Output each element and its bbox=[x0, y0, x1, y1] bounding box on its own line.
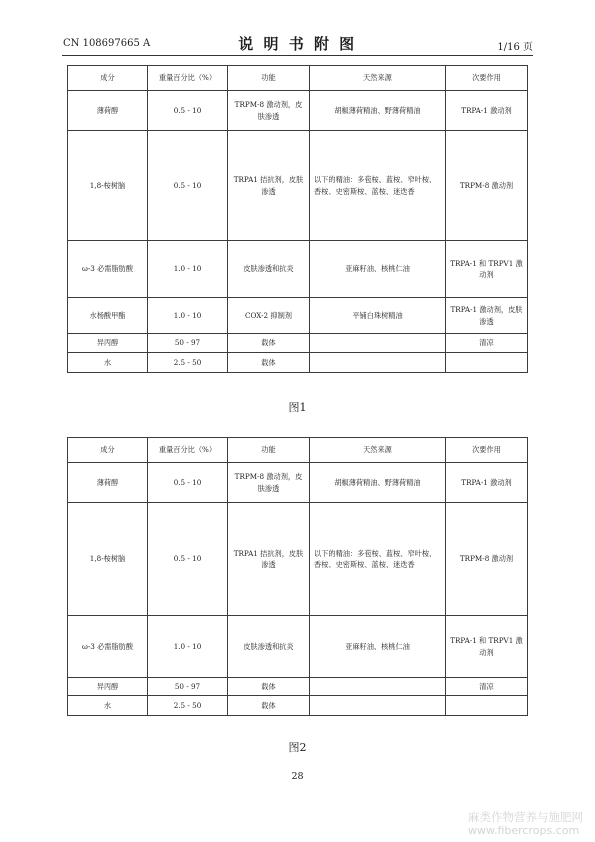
natural-source-cell: 胡椒薄荷精油、野薄荷精油 bbox=[310, 463, 446, 503]
weight-percent-cell: 2.5 - 50 bbox=[148, 353, 228, 373]
function-cell: 载体 bbox=[228, 353, 310, 373]
column-header-function: 功能 bbox=[228, 438, 310, 463]
function-cell: COX-2 抑制剂 bbox=[228, 298, 310, 334]
secondary-effect-cell: TRPM-8 激动剂 bbox=[446, 503, 528, 616]
function-cell: 载体 bbox=[228, 334, 310, 353]
column-header-natural-source: 天然来源 bbox=[310, 438, 446, 463]
secondary-effect-cell: TRPA-1 激动剂 bbox=[446, 91, 528, 131]
function-cell: 载体 bbox=[228, 696, 310, 716]
page-title: 说 明 书 附 图 bbox=[238, 35, 357, 53]
weight-percent-cell: 2.5 - 50 bbox=[148, 696, 228, 716]
function-cell: TRPM-8 激动剂，皮肤渗透 bbox=[228, 91, 310, 131]
figure-1-caption: 图1 bbox=[288, 401, 307, 414]
secondary-effect-cell: 清凉 bbox=[446, 334, 528, 353]
page-count: 1/16 页 bbox=[497, 42, 533, 53]
function-cell: 皮肤渗透和抗炎 bbox=[228, 616, 310, 678]
secondary-effect-cell bbox=[446, 696, 528, 716]
figure-1-table bbox=[67, 65, 528, 373]
weight-percent-cell: 0.5 - 10 bbox=[148, 463, 228, 503]
ingredient-cell: ω-3 必需脂肪酸 bbox=[68, 241, 148, 298]
function-cell: TRPA1 拮抗剂，皮肤渗透 bbox=[228, 131, 310, 241]
figure-2-table bbox=[67, 437, 528, 716]
natural-source-cell: 亚麻籽油、核桃仁油 bbox=[310, 241, 446, 298]
natural-source-cell: 亚麻籽油、核桃仁油 bbox=[310, 616, 446, 678]
watermark-site-name: 麻类作物营养与施肥网 bbox=[468, 810, 583, 824]
secondary-effect-cell: TRPA-1 和 TRPV1 激动剂 bbox=[446, 241, 528, 298]
weight-percent-cell: 50 - 97 bbox=[148, 334, 228, 353]
weight-percent-cell: 1.0 - 10 bbox=[148, 298, 228, 334]
column-header-secondary-effect: 次要作用 bbox=[446, 438, 528, 463]
function-cell: TRPM-8 激动剂，皮肤渗透 bbox=[228, 463, 310, 503]
weight-percent-cell: 0.5 - 10 bbox=[148, 503, 228, 616]
weight-percent-cell: 1.0 - 10 bbox=[148, 241, 228, 298]
ingredient-cell: 异丙醇 bbox=[68, 334, 148, 353]
natural-source-cell bbox=[310, 353, 446, 373]
page-number: 28 bbox=[291, 771, 304, 782]
ingredient-cell: 水 bbox=[68, 696, 148, 716]
function-cell: TRPA1 拮抗剂，皮肤渗透 bbox=[228, 503, 310, 616]
secondary-effect-cell: 清凉 bbox=[446, 678, 528, 696]
ingredient-cell: 薄荷醇 bbox=[68, 463, 148, 503]
secondary-effect-cell bbox=[446, 353, 528, 373]
secondary-effect-cell: TRPA-1 激动剂 bbox=[446, 463, 528, 503]
column-header-weight-percent: 重量百分比（%） bbox=[148, 66, 228, 91]
column-header-natural-source: 天然来源 bbox=[310, 66, 446, 91]
weight-percent-cell: 0.5 - 10 bbox=[148, 131, 228, 241]
header-divider bbox=[62, 55, 533, 56]
ingredient-cell: 薄荷醇 bbox=[68, 91, 148, 131]
column-header-secondary-effect: 次要作用 bbox=[446, 66, 528, 91]
weight-percent-cell: 50 - 97 bbox=[148, 678, 228, 696]
weight-percent-cell: 0.5 - 10 bbox=[148, 91, 228, 131]
natural-source-cell bbox=[310, 334, 446, 353]
ingredient-cell: ω-3 必需脂肪酸 bbox=[68, 616, 148, 678]
column-header-function: 功能 bbox=[228, 66, 310, 91]
ingredient-cell: 1,8-桉树脑 bbox=[68, 131, 148, 241]
column-header-ingredient: 成分 bbox=[68, 66, 148, 91]
function-cell: 皮肤渗透和抗炎 bbox=[228, 241, 310, 298]
secondary-effect-cell: TRPM-8 激动剂 bbox=[446, 131, 528, 241]
natural-source-cell: 以下的精油：多苞桉、蓝桉、窄叶桉、香桉、史密斯桉、蓝桉、迷迭香 bbox=[310, 503, 446, 616]
natural-source-cell: 以下的精油：多苞桉、蓝桉、窄叶桉、香桉、史密斯桉、蓝桉、迷迭香 bbox=[310, 131, 446, 241]
figure-2-caption: 图2 bbox=[288, 741, 307, 754]
natural-source-cell: 胡椒薄荷精油、野薄荷精油 bbox=[310, 91, 446, 131]
column-header-ingredient: 成分 bbox=[68, 438, 148, 463]
function-cell: 载体 bbox=[228, 678, 310, 696]
natural-source-cell: 平铺白珠树精油 bbox=[310, 298, 446, 334]
watermark-url: www.fibercrops.com bbox=[468, 824, 580, 837]
natural-source-cell bbox=[310, 678, 446, 696]
patent-number: CN 108697665 A bbox=[63, 38, 151, 49]
secondary-effect-cell: TRPA-1 和 TRPV1 激动剂 bbox=[446, 616, 528, 678]
ingredient-cell: 异丙醇 bbox=[68, 678, 148, 696]
natural-source-cell bbox=[310, 696, 446, 716]
ingredient-cell: 水 bbox=[68, 353, 148, 373]
column-header-weight-percent: 重量百分比（%） bbox=[148, 438, 228, 463]
ingredient-cell: 水杨酸甲酯 bbox=[68, 298, 148, 334]
secondary-effect-cell: TRPA-1 激动剂，皮肤渗透 bbox=[446, 298, 528, 334]
ingredient-cell: 1,8-桉树脑 bbox=[68, 503, 148, 616]
weight-percent-cell: 1.0 - 10 bbox=[148, 616, 228, 678]
